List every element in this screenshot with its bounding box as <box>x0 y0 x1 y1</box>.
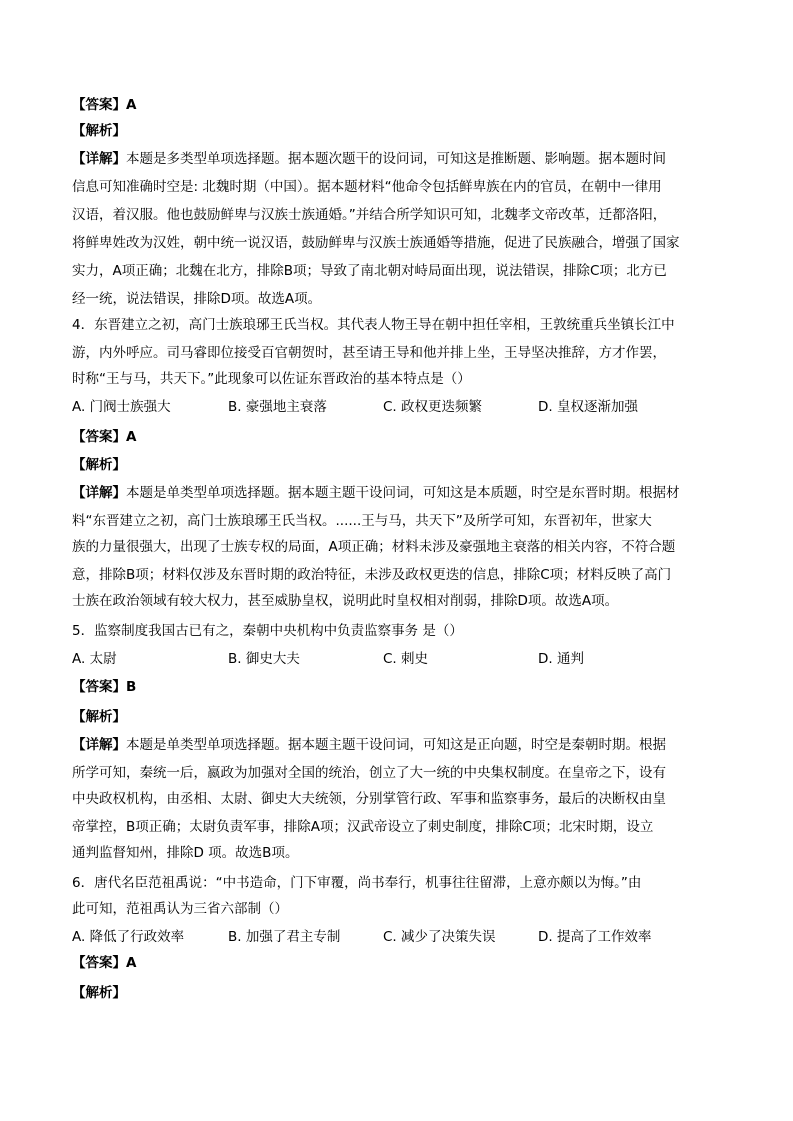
detail-line: 经一统，说法错误，排除D项。故选A项。 <box>72 291 322 307</box>
detail-label: 【详解】 <box>72 737 126 753</box>
question-6-line: 此可知，范祖禹认为三省六部制（） <box>72 901 288 917</box>
question-5-line: 5．监察制度我国古已有之，秦朝中央机构中负责监察事务 是（） <box>72 623 463 639</box>
question-4-line: 游，内外呼应。司马睿即位接受百官朝贺时，甚至请王导和他并排上坐，王导坚决推辞，方才作罢， <box>72 345 666 361</box>
detail-line: 族的力量很强大，出现了士族专权的局面，A项正确；材料未涉及豪强地主衰落的相关内容，不符合题 <box>72 539 676 555</box>
answer-value: A <box>126 97 137 113</box>
option-c: C. 政权更迭频繁 <box>383 399 483 415</box>
option-c: C. 刺史 <box>383 651 429 667</box>
detail-line: 意，排除B项；材料仅涉及东晋时期的政治特征，未涉及政权更迭的信息，排除C项；材料反映了高门 <box>72 567 672 583</box>
option-c: C. 减少了决策失误 <box>383 929 496 945</box>
detail-line: 信息可知准确时空是: 北魏时期（中国）。据本题材料“他命令包括鲜卑族在内的官员，在朝中一律用 <box>72 179 662 195</box>
detail-line: 中央政权机构，由丞相、太尉、御史大夫统领，分别掌管行政、军事和监察事务，最后的决断权由皇 <box>72 791 666 807</box>
answer-label: 【答案】 <box>72 97 126 113</box>
option-d: D. 提高了工作效率 <box>538 929 652 945</box>
answer-line <box>72 676 724 698</box>
question-6-line: 6．唐代名臣范祖禹说：“中书造命，门下审覆，尚书奉行，机事往往留滞，上意亦颇以为悔。”由 <box>72 875 642 891</box>
question-4-line: 4．东晋建立之初，高门士族琅琊王氏当权。其代表人物王导在朝中担任宰相，王敦统重兵坐镇长江中 <box>72 317 675 333</box>
detail-line: 汉语，着汉服。他也鼓励鲜卑与汉族士族通婚。”并结合所学知识可知，北魏孝文帝改革，迁都洛阳， <box>72 207 667 223</box>
detail-line: 【详解】本题是单类型单项选择题。据本题主题干设问词，可知这是正向题，时空是秦朝时期。根据 <box>72 737 666 753</box>
option-b: B. 御史大夫 <box>228 651 300 667</box>
detail-line: 【详解】本题是单类型单项选择题。据本题主题干设问词，可知这是本质题，时空是东晋时期。根据材 <box>72 485 680 501</box>
detail-line: 帝掌控，B项正确；太尉负责军事，排除A项；汉武帝设立了刺史制度，排除C项；北宋时期，设立 <box>72 819 654 835</box>
option-d: D. 皇权逐渐加强 <box>538 399 638 415</box>
detail-line: 通判监督知州，排除D 项。故选B项。 <box>72 845 299 861</box>
answer-label: 【答案】 <box>72 679 126 695</box>
option-d: D. 通判 <box>538 651 584 667</box>
analysis-label: 【解析】 <box>72 985 126 1001</box>
detail-line: 所学可知，秦统一后，嬴政为加强对全国的统治，创立了大一统的中央集权制度。在皇帝之下，设有 <box>72 765 666 781</box>
answer-label: 【答案】 <box>72 429 126 445</box>
detail-line: 将鲜卑姓改为汉姓，朝中统一说汉语，鼓励鲜卑与汉族士族通婚等措施，促进了民族融合，增强了国家 <box>72 235 680 251</box>
answer-line <box>72 426 724 448</box>
answer-label: 【答案】 <box>72 955 126 971</box>
option-b: B. 加强了君主专制 <box>228 929 341 945</box>
answer-value: A <box>126 429 137 445</box>
detail-label: 【详解】 <box>72 485 126 501</box>
option-b: B. 豪强地主衰落 <box>228 399 327 415</box>
answer-line <box>72 94 724 116</box>
detail-line: 【详解】本题是多类型单项选择题。据本题次题干的设问词，可知这是推断题、影响题。据本题时间 <box>72 151 666 167</box>
detail-line: 实力，A项正确；北魏在北方，排除B项；导致了南北朝对峙局面出现，说法错误，排除C项；北方已 <box>72 263 667 279</box>
answer-value: A <box>126 955 137 971</box>
analysis-label: 【解析】 <box>72 709 126 725</box>
answer-line <box>72 952 724 974</box>
option-a: A. 门阀士族强大 <box>72 399 171 415</box>
detail-line: 士族在政治领域有较大权力，甚至威胁皇权，说明此时皇权相对削弱，排除D项。故选A项。 <box>72 593 619 609</box>
analysis-label: 【解析】 <box>72 123 126 139</box>
answer-value: B <box>126 679 137 695</box>
option-a: A. 降低了行政效率 <box>72 929 185 945</box>
detail-label: 【详解】 <box>72 151 126 167</box>
detail-line: 料“东晋建立之初，高门士族琅琊王氏当权。......王与马，共天下”及所学可知，东晋初年，世家大 <box>72 513 652 529</box>
question-4-line: 时称“王与马，共天下。”此现象可以佐证东晋政治的基本特点是（） <box>72 371 471 387</box>
analysis-label: 【解析】 <box>72 457 126 473</box>
option-a: A. 太尉 <box>72 651 117 667</box>
